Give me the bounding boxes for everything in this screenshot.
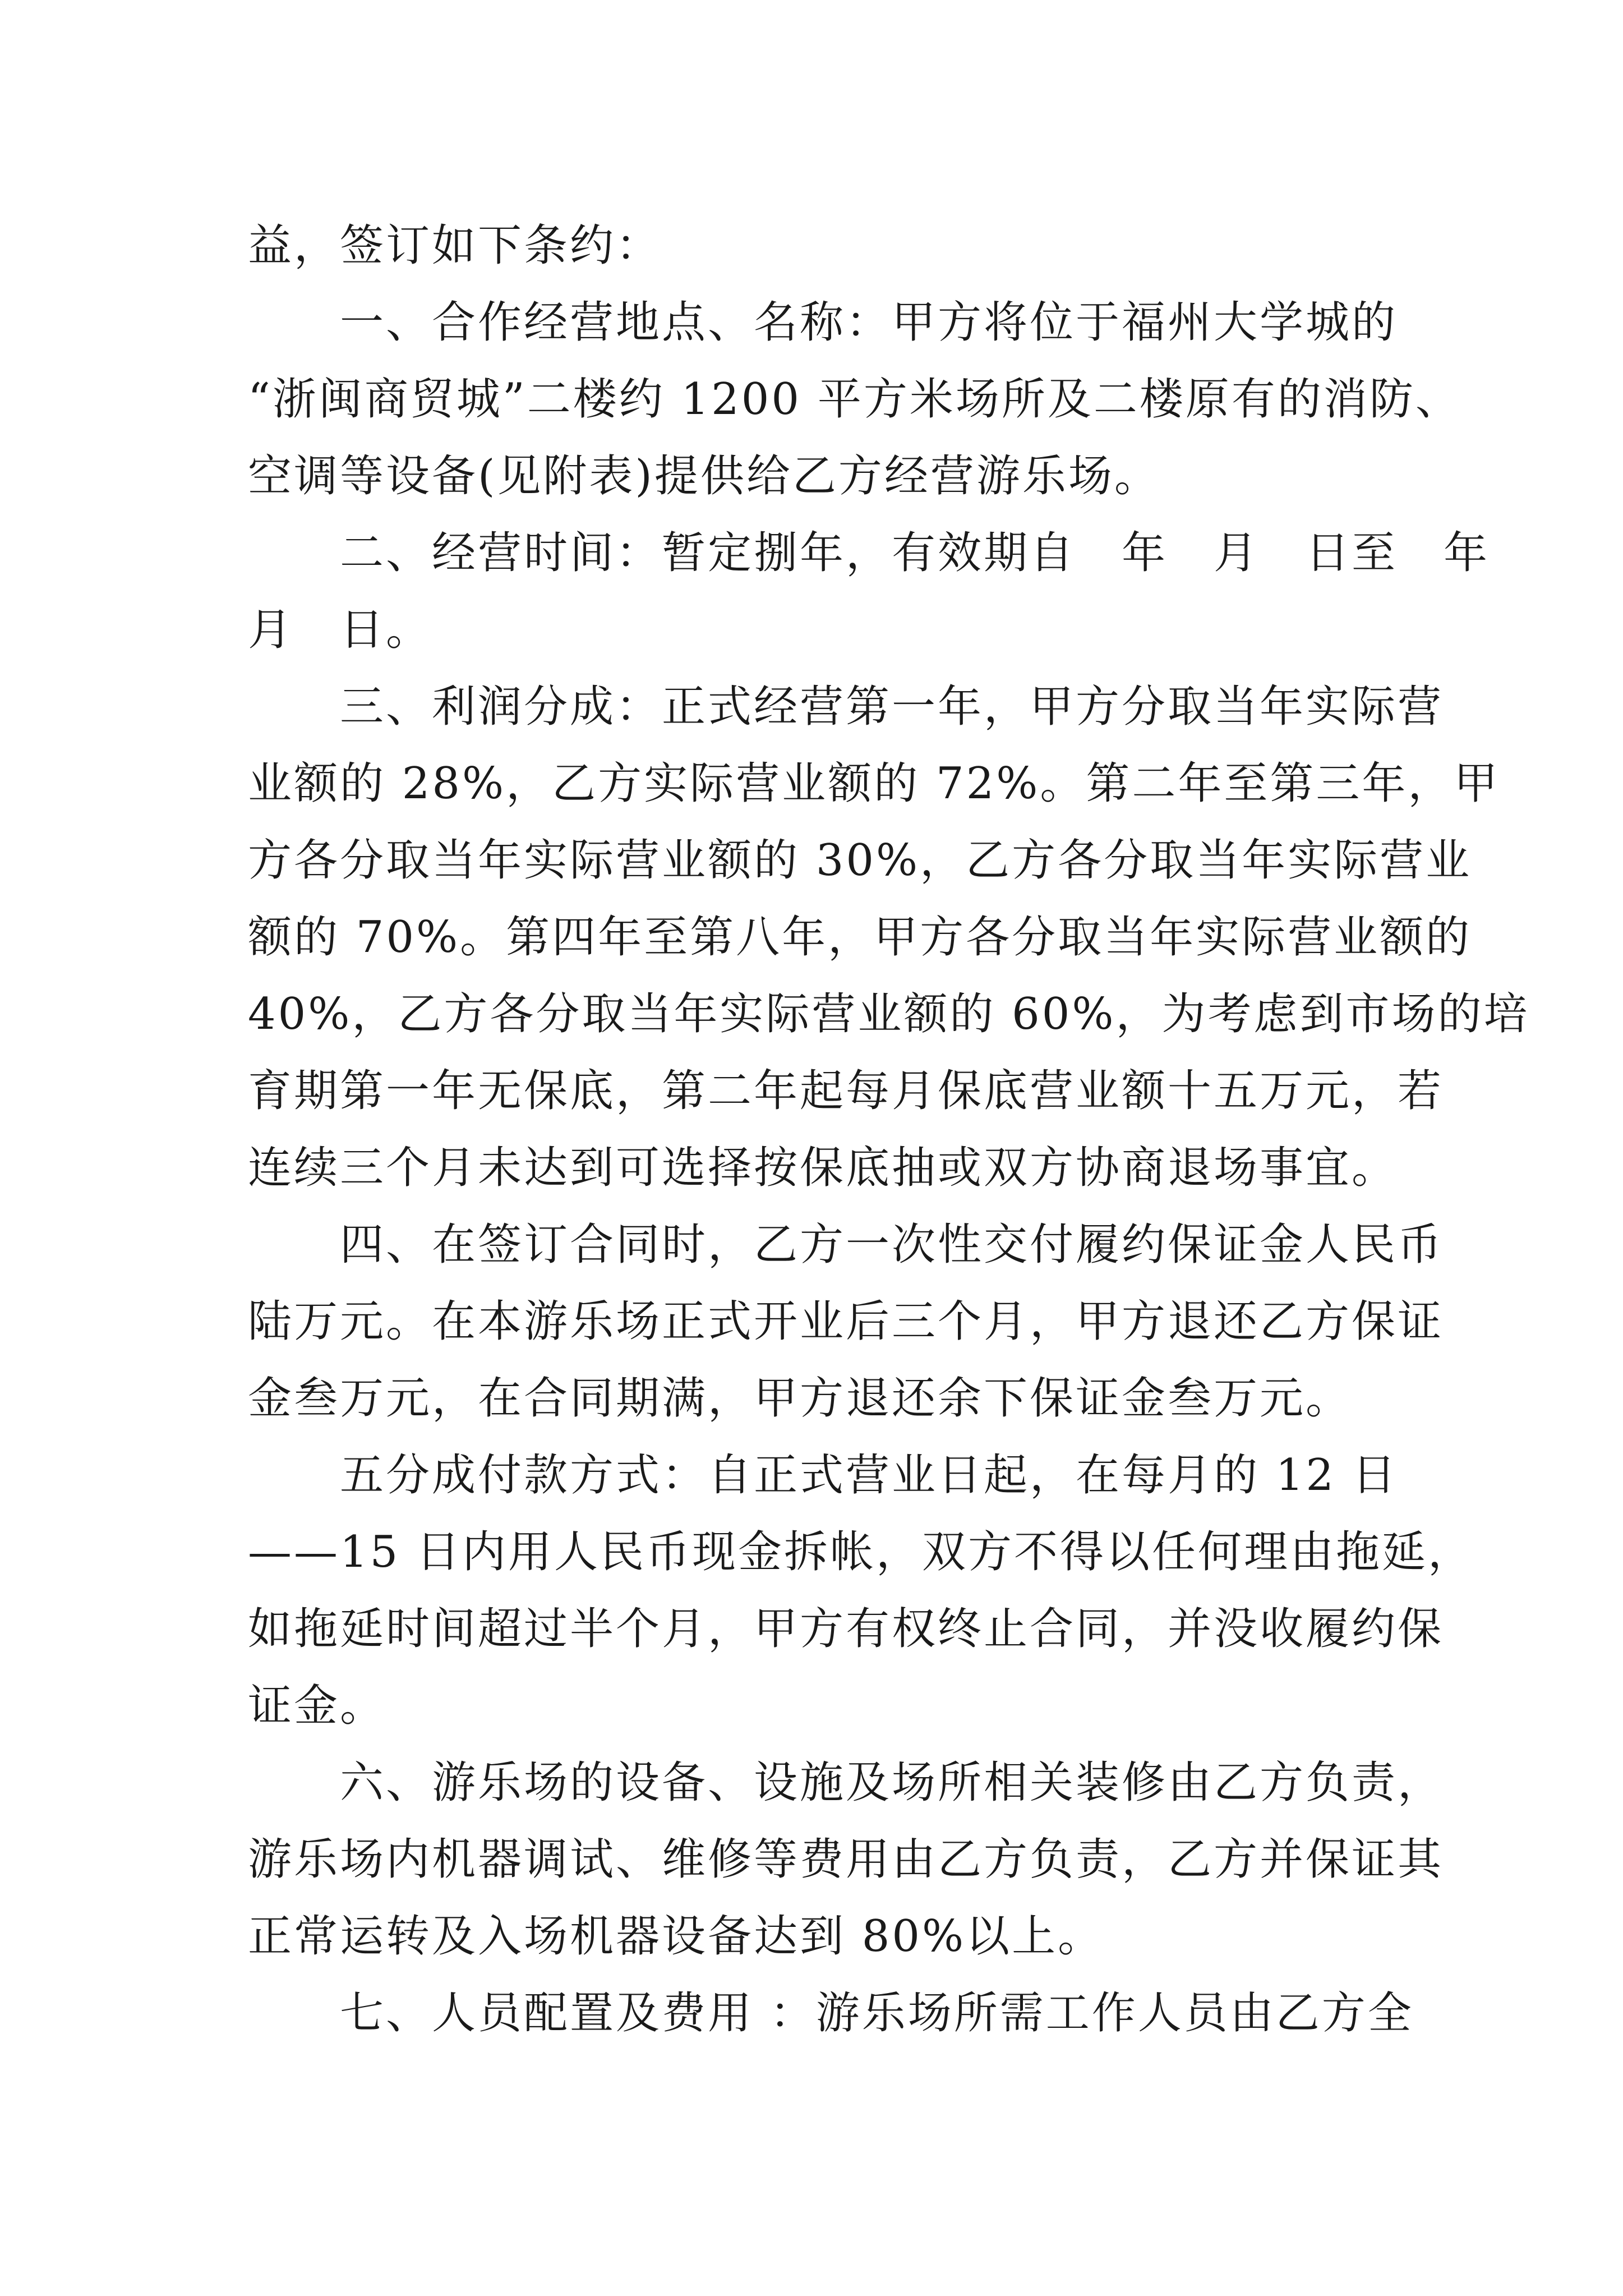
text-line: 育期第一年无保底，第二年起每月保底营业额十五万元，若: [248, 1066, 1444, 1116]
contract-text: [248, 208, 1530, 2052]
text-line: 业额的 28%，乙方实际营业额的 72%。第二年至第三年，甲: [248, 758, 1500, 809]
text-line: 游乐场内机器调试、维修等费用由乙方负责，乙方并保证其: [248, 1834, 1444, 1885]
text-line: 证金。: [248, 1681, 386, 1731]
text-line: 七、人员配置及费用 ：游乐场所需工作人员由乙方全: [248, 1988, 1414, 2039]
text-line: 空调等设备(见附表)提供给乙方经营游乐场。: [248, 451, 1160, 501]
text-line: 陆万元。在本游乐场正式开业后三个月，甲方退还乙方保证: [248, 1296, 1444, 1347]
text-line: 金叁万元，在合同期满，甲方退还余下保证金叁万元。: [248, 1373, 1352, 1424]
text-line: 正常运转及入场机器设备达到 80%以上。: [248, 1911, 1104, 1962]
text-line: 二、经营时间：暂定捌年，有效期自 年 月 日至 年: [248, 528, 1490, 578]
text-line: 六、游乐场的设备、设施及场所相关装修由乙方负责，: [248, 1757, 1444, 1808]
text-line: 益，签订如下条约：: [248, 220, 662, 271]
text-line: ——15 日内用人民币现金拆帐，双方不得以任何理由拖延，: [248, 1527, 1474, 1577]
text-line: 如拖延时间超过半个月，甲方有权终止合同，并没收履约保: [248, 1604, 1444, 1654]
text-line: “浙闽商贸城”二楼约 1200 平方米场所及二楼原有的消防、: [248, 374, 1461, 425]
text-line: 连续三个月未达到可选择按保底抽或双方协商退场事宜。: [248, 1143, 1398, 1193]
text-line: 四、在签订合同时，乙方一次性交付履约保证金人民币: [248, 1220, 1444, 1270]
text-line: 五分成付款方式：自正式营业日起，在每月的 12 日: [248, 1450, 1398, 1501]
text-line: 三、利润分成：正式经营第一年，甲方分取当年实际营: [248, 682, 1444, 732]
text-line: 一、合作经营地点、名称：甲方将位于福州大学城的: [248, 297, 1398, 348]
text-line: 月 日。: [248, 605, 432, 655]
text-line: 40%，乙方各分取当年实际营业额的 60%，为考虑到市场的培: [248, 989, 1530, 1039]
text-line: 方各分取当年实际营业额的 30%，乙方各分取当年实际营业: [248, 835, 1472, 886]
text-line: 额的 70%。第四年至第八年，甲方各分取当年实际营业额的: [248, 912, 1472, 963]
